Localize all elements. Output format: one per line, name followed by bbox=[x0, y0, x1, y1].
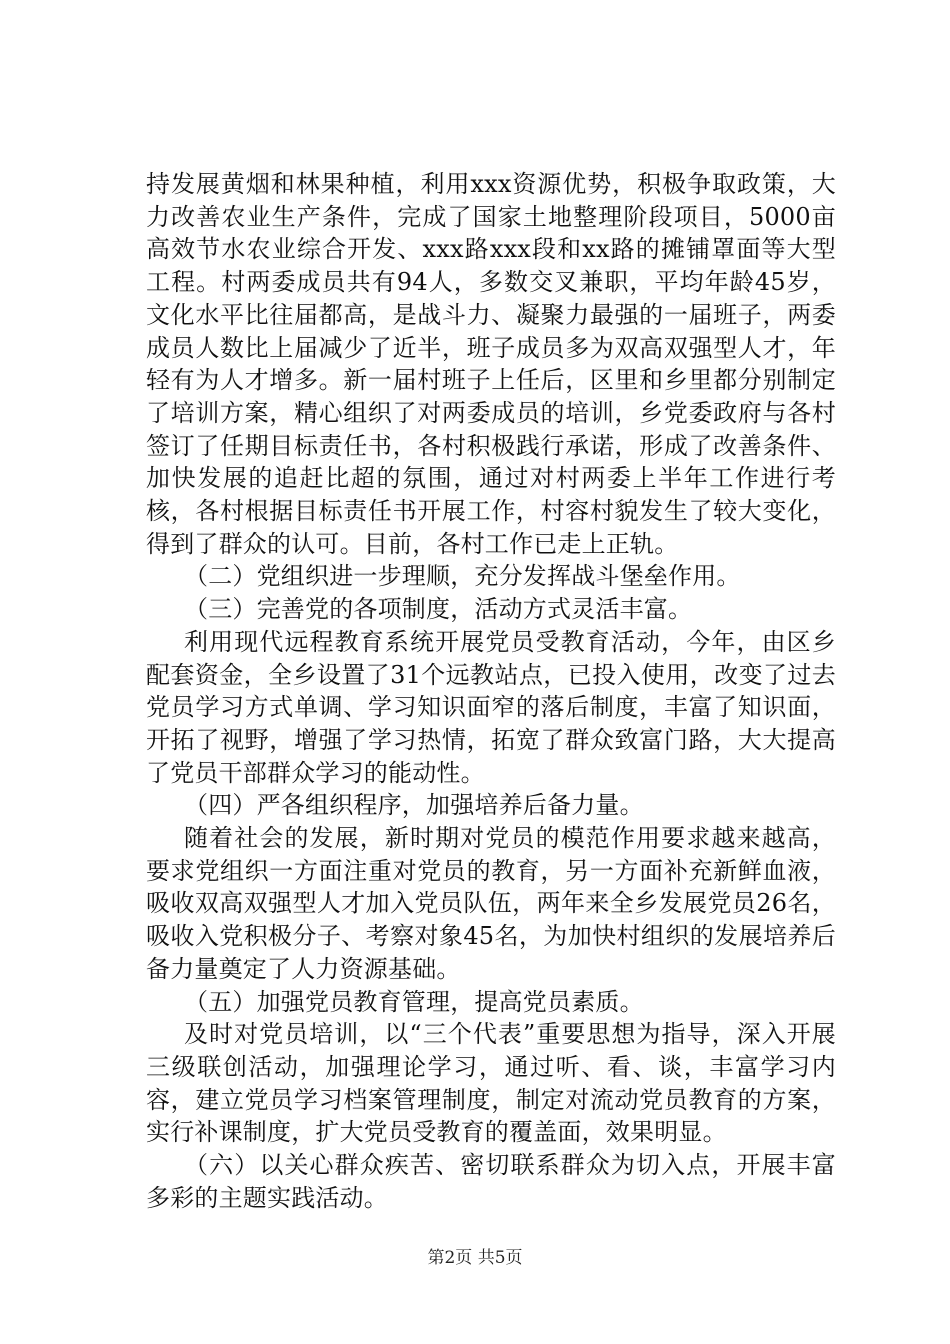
page-footer: 第2页 共5页 bbox=[427, 1248, 523, 1268]
body-paragraph-continued: 持发展黄烟和林果种植，利用xxx资源优势，积极争取政策，大力改善农业生产条件，完成了国家土地整理阶段项目，5000亩高效节水农业综合开发、xxx路xxx段和xx路的摊铺罩面等大型工程。村两委成员共有94人，多数交叉兼职，平均年龄45岁，文化水平比往届都高，是战斗力、凝聚力最强的一届班子，两委成员人数比上届减少了近半，班子成员多为双高双强型人才，年轻有为人才增多。新一届村班子上任后，区里和乡里都分别制定了培训方案，精心组织了对两委成员的培训，乡党委政府与各村签订了任期目标责任书，各村积极践行承诺，形成了改善条件、加快发展的追赶比超的氛围，通过对村两委上半年工作进行考核，各村根据目标责任书开展工作，村容村貌发生了较大变化，得到了群众的认可。目前，各村工作已走上正轨。 bbox=[146, 170, 836, 558]
section-heading-3: （三）完善党的各项制度，活动方式灵活丰富。 bbox=[184, 595, 693, 624]
body-paragraph: 及时对党员培训，以“三个代表”重要思想为指导，深入开展三级联创活动，加强理论学习，通过听、看、谈，丰富学习内容，建立党员学习档案管理制度，制定对流动党员教育的方案，实行补课制度，扩大党员受教育的覆盖面，效果明显。 bbox=[146, 1020, 836, 1147]
body-paragraph: 随着社会的发展，新时期对党员的模范作用要求越来越高，要求党组织一方面注重对党员的教育，另一方面补充新鲜血液，吸收双高双强型人才加入党员队伍，两年来全乡发展党员26名，吸收入党积极分子、考察对象45名，为加快村组织的发展培养后备力量奠定了人力资源基础。 bbox=[146, 824, 836, 983]
section-heading-5: （五）加强党员教育管理，提高党员素质。 bbox=[184, 987, 644, 1016]
section-heading-2: （二）党组织进一步理顺，充分发挥战斗堡垒作用。 bbox=[184, 562, 741, 591]
document-body bbox=[146, 168, 836, 1215]
section-heading-6: （六）以关心群众疾苦、密切联系群众为切入点，开展丰富多彩的主题实践活动。 bbox=[146, 1151, 836, 1212]
section-heading-4: （四）严各组织程序，加强培养后备力量。 bbox=[184, 791, 644, 820]
body-paragraph: 利用现代远程教育系统开展党员受教育活动，今年，由区乡配套资金，全乡设置了31个远教站点，已投入使用，改变了过去党员学习方式单调、学习知识面窄的落后制度，丰富了知识面，开拓了视野，增强了学习热情，拓宽了群众致富门路，大大提高了党员干部群众学习的能动性。 bbox=[146, 627, 836, 787]
